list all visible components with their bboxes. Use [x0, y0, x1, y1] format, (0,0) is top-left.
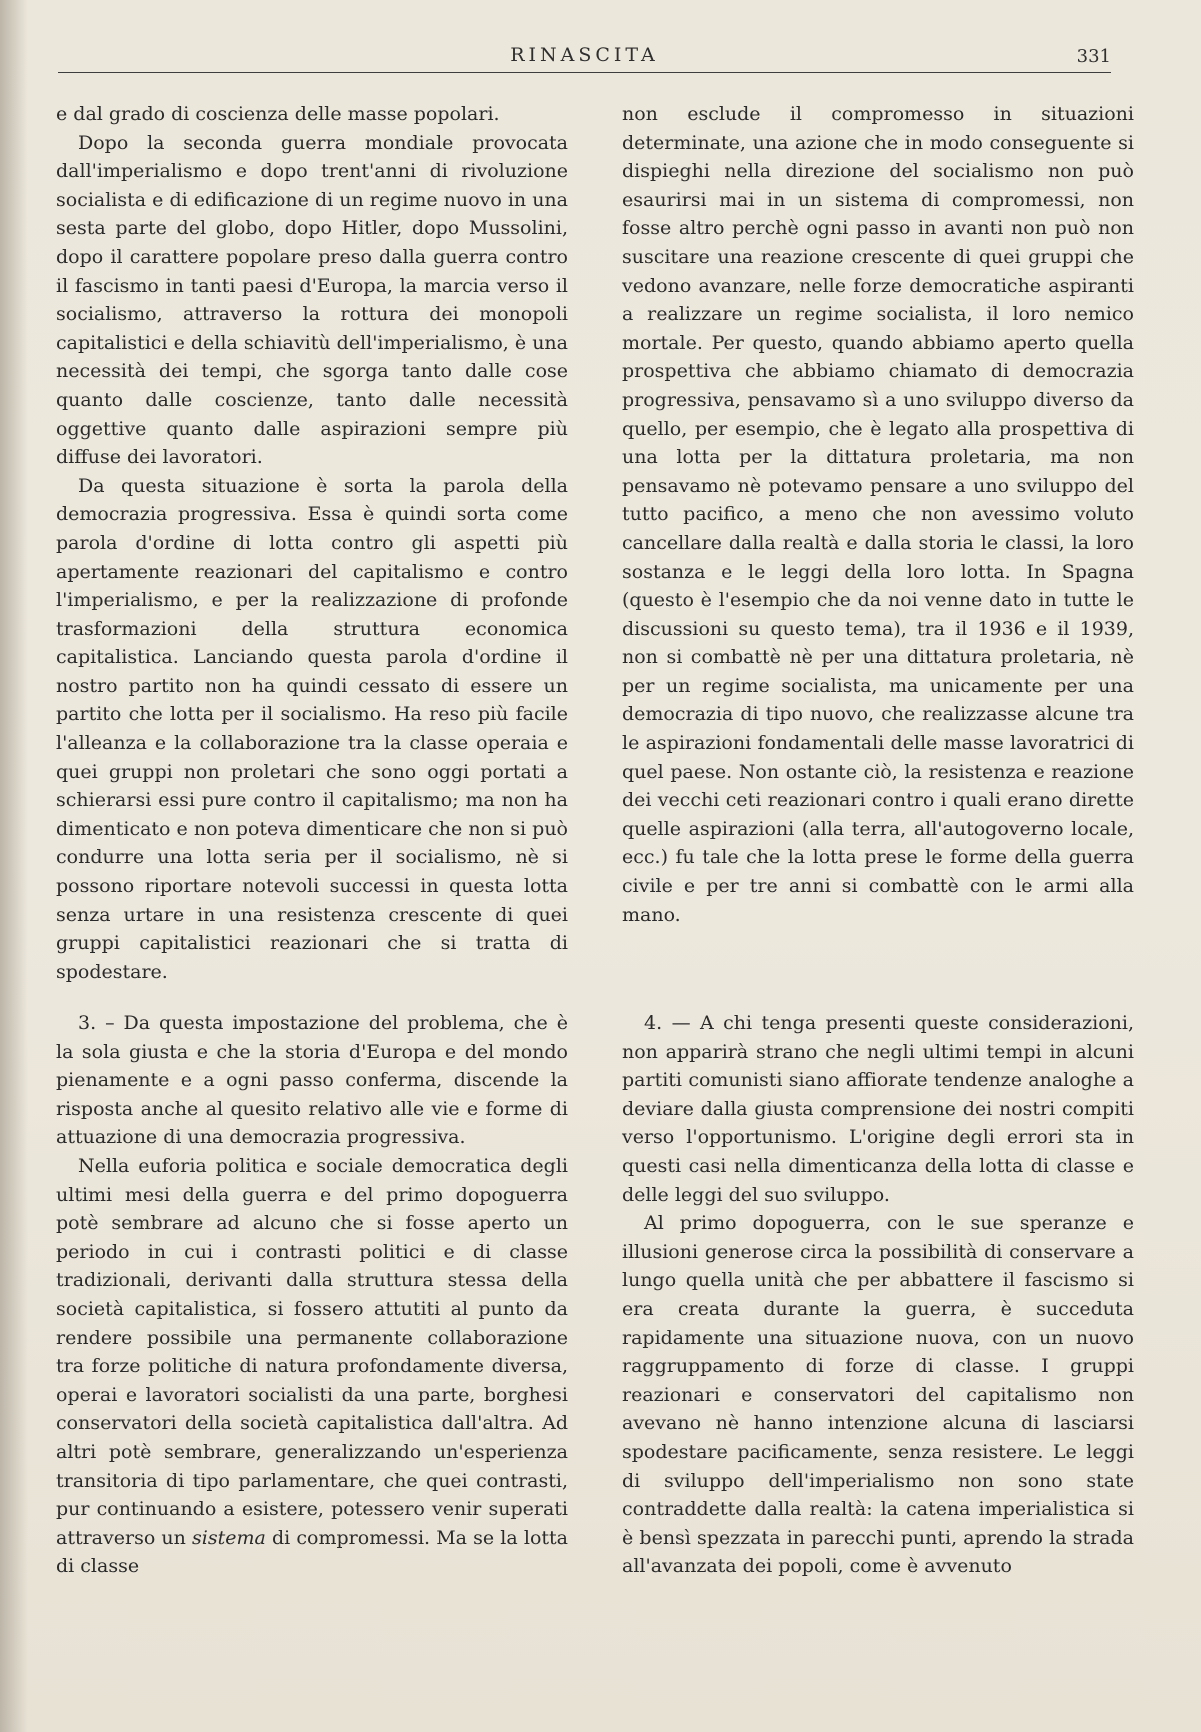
paragraph: Da questa situazione è sorta la parola della democrazia progressiva. Essa è quindi sorta come parola d'ordine di lotta contro gli aspetti più apertamente reazionari del capitalismo e contro l'imperialismo, e per la realizzazione di profonde trasformazioni della struttura economica capitalistica. Lanciando questa parola d'ordine il nostro partito non ha quindi cessato di essere un partito che lotta per il socialismo. Ha reso più facile l'alleanza e la collaborazione tra la classe operaia e quei gruppi non proletari che sono oggi portati a schierarsi essi pure contro il capitalismo; ma non ha dimenticato e non poteva dimenticare che non si può condurre una lotta seria per il socialismo, nè si possono riportare notevoli successi in questa lotta senza urtare in una resistenza crescente di quei gruppi capitalistici reazionari che si tratta di spodestare.	[56, 474, 568, 983]
paragraph: Al primo dopoguerra, con le sue speranze e illusioni generose circa la possibilità di conservare a lungo quella unità che per abbattere il fascismo si era creata durante la guerra, è succeduta rapidamente una situazione nuova, con un nuovo raggruppamento di forze di classe. I gruppi reazionari e conservatori del capitalismo non avevano nè hanno intenzione alcuna di lasciarsi spodestare pacificamente, senza resistere. Le leggi di sviluppo dell'imperialismo non sono state contraddette dalla realtà: la catena imperialistica si è bensì spezzata in parecchi punti, aprendo la strada all'avanzata dei popoli, come è avvenuto	[622, 1212, 1134, 1578]
right-column-bottom	[622, 1009, 1134, 1581]
paragraph-continuation: non esclude il compromesso in situazioni determinate, una azione che in modo conseguente si dispieghi nella direzione del socialismo non può esaurirsi mai in un sistema di compromessi, non fosse altro perchè ogni passo in avanti non può non suscitare una reazione crescente di quei gruppi che vedono avanzare, nelle forze democratiche aspiranti a realizzare un regime socialista, il loro nemico mortale. Per questo, quando abbiamo aperto quella prospettiva che abbiamo chiamato di democrazia progressiva, pensavamo sì a uno sviluppo diverso da quello, per esempio, che è legato alla prospettiva di una lotta per la dittatura proletaria, ma non pensavamo nè potevamo pensare a uno sviluppo del tutto pacifico, a meno che non avessimo voluto cancellare dalla realtà e dalla storia le classi, la loro sostanza e le leggi della loro lotta. In Spagna (questo è l'esempio che da noi venne dato in tutte le discussioni su questo tema), tra il 1936 e il 1939, non si combattè nè per una dittatura proletaria, nè per un regime socialista, ma unicamente per una democrazia di tipo nuovo, che realizzasse alcune tra le aspirazioni fondamentali delle masse lavoratrici di quel paese. Non ostante ciò, la resistenza e reazione dei vecchi ceti reazionari contro i quali erano dirette quelle aspirazioni (alla terra, all'autogoverno locale, ecc.) fu tale che la lotta prese le forme della guerra civile e per tre anni si combattè con le armi alla mano.	[622, 103, 1134, 926]
page-number: 331	[1076, 46, 1111, 67]
section-4-paragraph: 4. — A chi tenga presenti queste considerazioni, non apparirà strano che negli ultimi tempi in alcuni partiti comunisti siano affiorate tendenze analoghe a deviare dalla giusta comprensione dei nostri compiti verso l'opportunismo. L'origine degli errori sta in questi casi nella dimenticanza della lotta di classe e delle leggi del suo sviluppo.	[622, 1012, 1134, 1206]
page-header	[58, 36, 1111, 73]
paragraph-text: Nella euforia politica e sociale democratica degli ultimi mesi della guerra e del primo dopoguerra potè sembrare ad alcuno che si fosse aperto un periodo in cui i contrasti politici e di classe tradizionali, derivanti dalla struttura stessa della società capitalistica, si fossero attutiti al punto da rendere possibile una permanente collaborazione tra forze politiche di natura profondamente diversa, operai e lavoratori socialisti da una parte, borghesi conservatori della società capitalistica dall'altra. Ad altri potè sembrare, generalizzando un'esperienza transitoria di tipo parlamentare, che quei contrasti, pur continuando a esistere, potessero venir superati attraverso un	[56, 1154, 568, 1549]
paragraph-with-italic	[56, 1152, 568, 1581]
page-edge-shadow	[0, 0, 28, 1732]
paragraph-tail: di compromessi. Ma se la lotta di classe	[56, 1526, 568, 1578]
section-3-paragraph: 3. – Da questa impostazione del problema, che è la sola giusta e che la storia d'Europa e del mondo pienamente e a ogni passo conferma, discende la risposta anche al quesito relativo alle vie e forme di attuazione di una democrazia progressiva.	[56, 1012, 568, 1149]
paragraph: Dopo la seconda guerra mondiale provocata dall'imperialismo e dopo trent'anni di rivoluzione socialista e di edificazione di un regime nuovo in una sesta parte del globo, dopo Hitler, dopo Mussolini, dopo il carattere popolare preso dalla guerra contro il fascismo in tanti paesi d'Europa, la marcia verso il socialismo, attraverso la rottura dei monopoli capitalistici e della schiavitù dell'imperialismo, è una necessità dei tempi, che sgorga tanto dalle cose quanto dalle coscienze, tanto dalle necessità oggettive quanto dalle aspirazioni sempre più diffuse dei lavoratori.	[56, 131, 568, 469]
right-column-top	[622, 100, 1134, 929]
left-column-bottom	[56, 1009, 568, 1581]
left-column-top	[56, 100, 568, 986]
running-title: RINASCITA	[510, 44, 659, 66]
paragraph-continuation: e dal grado di coscienza delle masse popolari.	[56, 103, 500, 125]
italic-word: sistema	[192, 1526, 266, 1549]
